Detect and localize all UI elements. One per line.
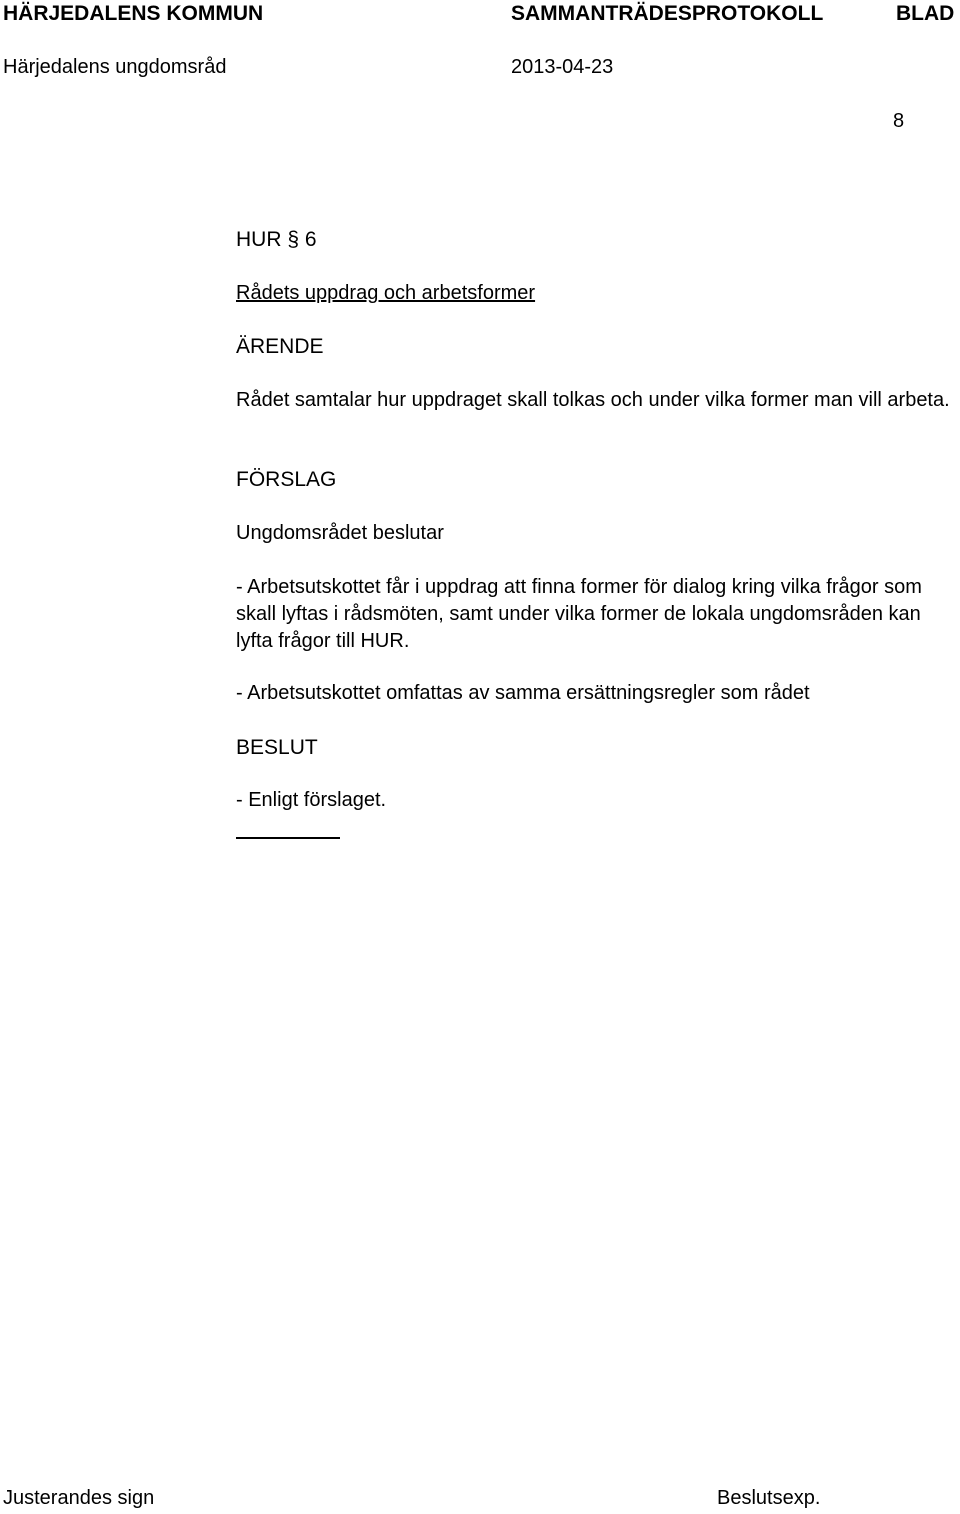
forslag-item-2: - Arbetsutskottet omfattas av samma ersättningsregler som rådet <box>236 682 810 704</box>
forslag-item-1: - Arbetsutskottet får i uppdrag att finna former för dialog kring vilka frågor som skall lyftas i rådsmöten, samt under vilka former de lokala ungdomsråden kan lyfta frågor till HUR. <box>236 576 922 652</box>
sheet-label: BLAD <box>896 2 955 25</box>
beslut-text: - Enligt förslaget. <box>236 789 387 811</box>
document-type: SAMMANTRÄDESPROTOKOLL <box>511 2 824 25</box>
meeting-date: 2013-04-23 <box>511 56 614 78</box>
arende-heading: ÄRENDE <box>236 335 324 358</box>
section-id: HUR § 6 <box>236 228 317 251</box>
committee-name: Härjedalens ungdomsråd <box>3 56 227 78</box>
section-title: Rådets uppdrag och arbetsformer <box>236 282 536 304</box>
forslag-heading: FÖRSLAG <box>236 468 337 491</box>
beslutsexp-label: Beslutsexp. <box>717 1487 821 1509</box>
arende-text: Rådet samtalar hur uppdraget skall tolkas och under vilka former man vill arbeta. <box>236 389 950 411</box>
section-end-rule <box>236 837 340 839</box>
beslut-heading: BESLUT <box>236 736 318 759</box>
forslag-intro: Ungdomsrådet beslutar <box>236 522 444 544</box>
justerandes-sign-label: Justerandes sign <box>3 1487 155 1509</box>
page-number: 8 <box>893 110 905 132</box>
organization-name: HÄRJEDALENS KOMMUN <box>3 2 264 25</box>
